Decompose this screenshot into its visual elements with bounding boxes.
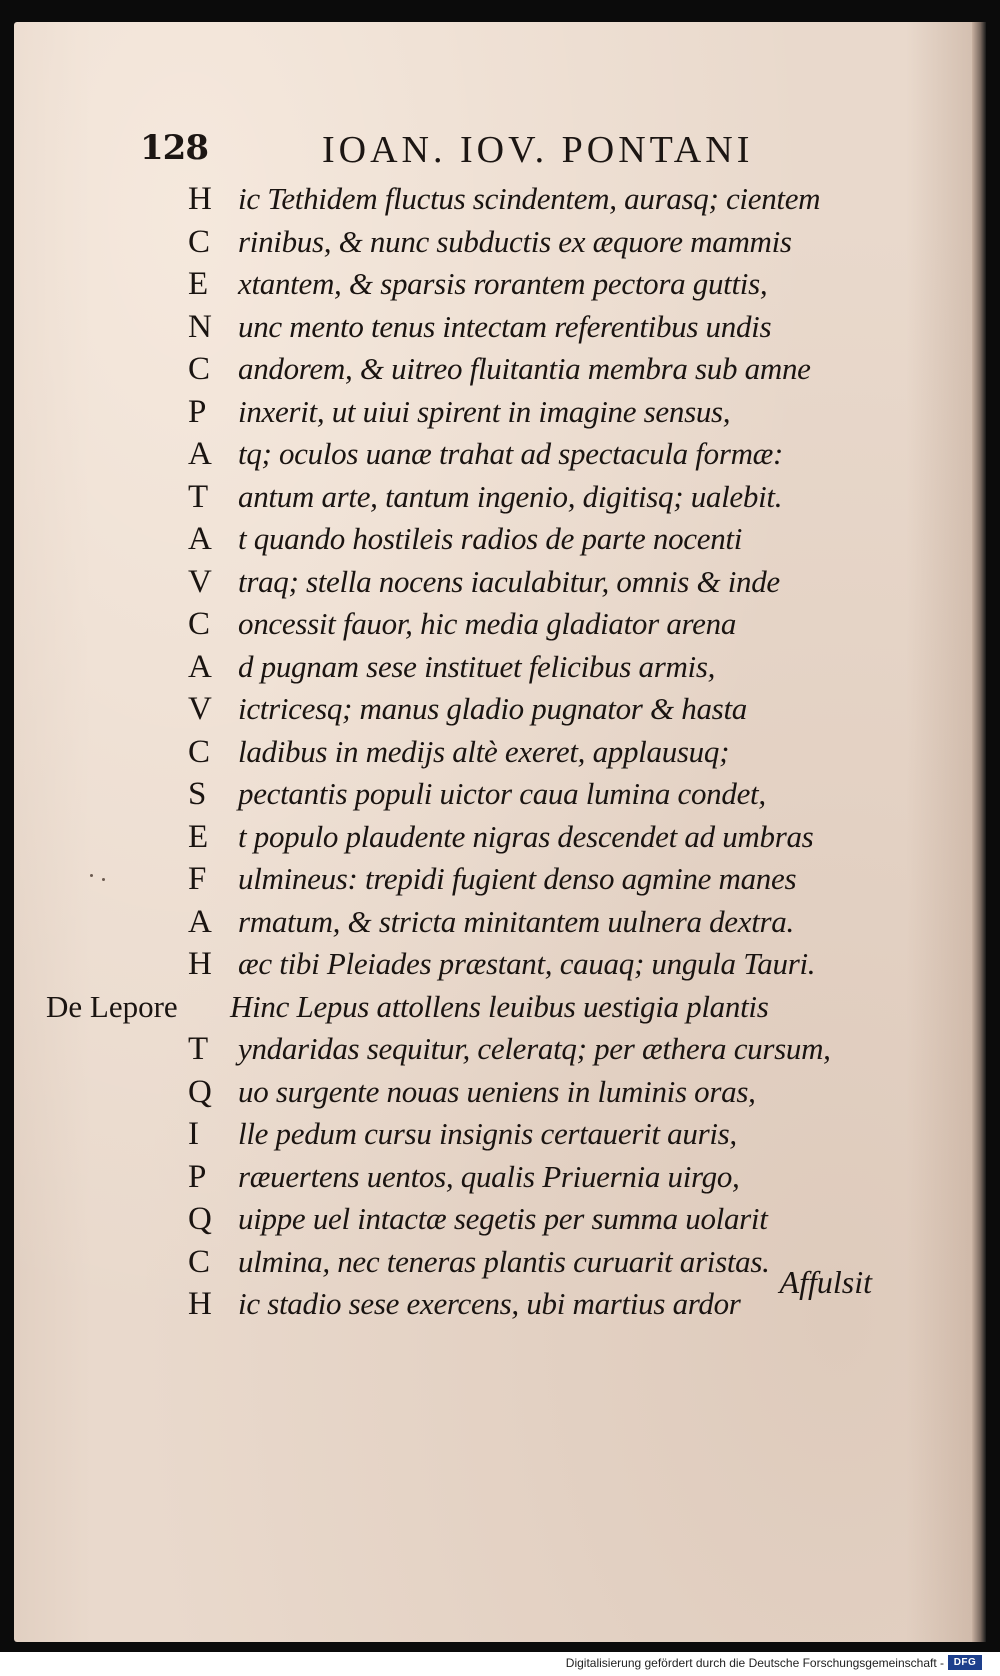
verse-text: pectantis populi uictor caua lumina condet, — [238, 776, 766, 811]
verse-line — [0, 646, 1000, 689]
verse-initial: E — [188, 818, 209, 855]
verse-text: uippe uel intactæ segetis per summa uolarit — [238, 1201, 768, 1236]
digitization-footer — [0, 1652, 1000, 1676]
verse-text: ic Tethidem fluctus scindentem, aurasq; cientem — [238, 181, 821, 216]
dfg-logo: DFG — [948, 1655, 982, 1670]
verse-text: t populo plaudente nigras descendet ad umbras — [238, 818, 814, 854]
verse-initial: Q — [188, 1073, 212, 1110]
running-title: IOAN. IOV. PONTANI — [322, 129, 754, 171]
verse-initial: Q — [188, 1201, 212, 1237]
verse-line — [0, 943, 1000, 986]
verse-initial: A — [188, 521, 212, 557]
verse-initial: C — [188, 1243, 211, 1280]
verse-line — [0, 518, 1000, 561]
verse-line — [0, 901, 1000, 944]
verse-initial: V — [188, 563, 212, 600]
verse-initial: A — [188, 903, 212, 940]
verse-line — [0, 688, 1000, 731]
verse-text: antum arte, tantum ingenio, digitisq; ualebit. — [238, 478, 783, 514]
verse-text: andorem, & uitreo fluitantia membra sub amne — [238, 351, 811, 386]
verse-line — [0, 816, 1000, 859]
verse-line — [0, 773, 1000, 816]
verse-line — [0, 1028, 1000, 1071]
page-number: 128 — [140, 128, 208, 168]
verse-line — [0, 561, 1000, 604]
verse-line — [0, 221, 1000, 264]
verse-text: oncessit fauor, hic media gladiator arena — [238, 606, 737, 641]
verse-line — [0, 433, 1000, 476]
verse-text: tq; oculos uanæ trahat ad spectacula formæ: — [238, 436, 784, 471]
verse-initial: C — [188, 351, 211, 387]
verse-line — [0, 391, 1000, 434]
verse-text: traq; stella nocens iaculabitur, omnis & inde — [238, 563, 780, 599]
verse-initial: T — [188, 478, 209, 515]
verse-initial: N — [188, 308, 212, 345]
funding-credit: Digitalisierung gefördert durch die Deutsche Forschungsgemeinschaft - — [565, 1656, 944, 1670]
verse-initial: C — [188, 606, 211, 642]
verse-text: yndaridas sequitur, celeratq; per æthera cursum, — [238, 1031, 831, 1066]
verse-text: ulmina, nec teneras plantis curuarit aristas. — [238, 1243, 770, 1279]
verse-initial: H — [188, 946, 212, 982]
verse-text: unc mento tenus intectam referentibus undis — [238, 308, 772, 344]
verse-text: æc tibi Pleiades præstant, cauaq; ungula Tauri. — [238, 946, 816, 981]
verse-text: ulmineus: trepidi fugient denso agmine manes — [238, 861, 797, 896]
verse-initial: E — [188, 266, 209, 302]
verse-text: Hinc Lepus attollens leuibus uestigia plantis — [230, 988, 769, 1024]
verse-line — [0, 603, 1000, 646]
verse-initial: H — [188, 181, 212, 217]
verse-initial: P — [188, 393, 207, 430]
verse-block — [0, 178, 1000, 1326]
verse-text: lle pedum cursu insignis certauerit auris, — [238, 1116, 737, 1151]
verse-line — [0, 986, 1000, 1029]
verse-initial: A — [188, 436, 212, 472]
verse-line — [0, 1113, 1000, 1156]
verse-text: uo surgente nouas ueniens in luminis oras, — [238, 1073, 756, 1109]
verse-line — [0, 348, 1000, 391]
verse-line — [0, 1071, 1000, 1114]
marginal-note: De Lepore — [46, 988, 178, 1024]
verse-initial: A — [188, 648, 212, 685]
catchword: Affulsit — [779, 1264, 872, 1300]
verse-text: t quando hostileis radios de parte nocenti — [238, 521, 743, 556]
verse-initial: I — [188, 1116, 199, 1152]
verse-line — [0, 858, 1000, 901]
verse-line — [0, 1198, 1000, 1241]
verse-line — [0, 476, 1000, 519]
verse-text: ictricesq; manus gladio pugnator & hasta — [238, 691, 747, 726]
verse-text: rmatum, & stricta minitantem uulnera dextra. — [238, 903, 794, 939]
verse-text: ræuertens uentos, qualis Priuernia uirgo, — [238, 1158, 740, 1194]
verse-line — [0, 263, 1000, 306]
verse-line — [0, 731, 1000, 774]
verse-text: d pugnam sese instituet felicibus armis, — [238, 648, 716, 684]
verse-text: ic stadio sese exercens, ubi martius ardor — [238, 1286, 741, 1321]
verse-line — [0, 306, 1000, 349]
verse-text: xtantem, & sparsis rorantem pectora guttis, — [238, 266, 768, 301]
verse-text: ladibus in medijs altè exeret, applausuq; — [238, 733, 730, 769]
verse-initial: V — [188, 691, 212, 727]
verse-line — [0, 178, 1000, 221]
verse-text: inxerit, ut uiui spirent in imagine sensus, — [238, 393, 731, 429]
verse-initial: S — [188, 776, 207, 812]
verse-initial: H — [188, 1286, 212, 1322]
running-head — [0, 128, 1000, 178]
verse-text: rinibus, & nunc subductis ex æquore mammis — [238, 223, 792, 259]
verse-initial: C — [188, 733, 211, 770]
verse-initial: T — [188, 1031, 209, 1067]
verse-initial: F — [188, 861, 207, 897]
verse-initial: P — [188, 1158, 207, 1195]
verse-line — [0, 1156, 1000, 1199]
verse-initial: C — [188, 223, 211, 260]
